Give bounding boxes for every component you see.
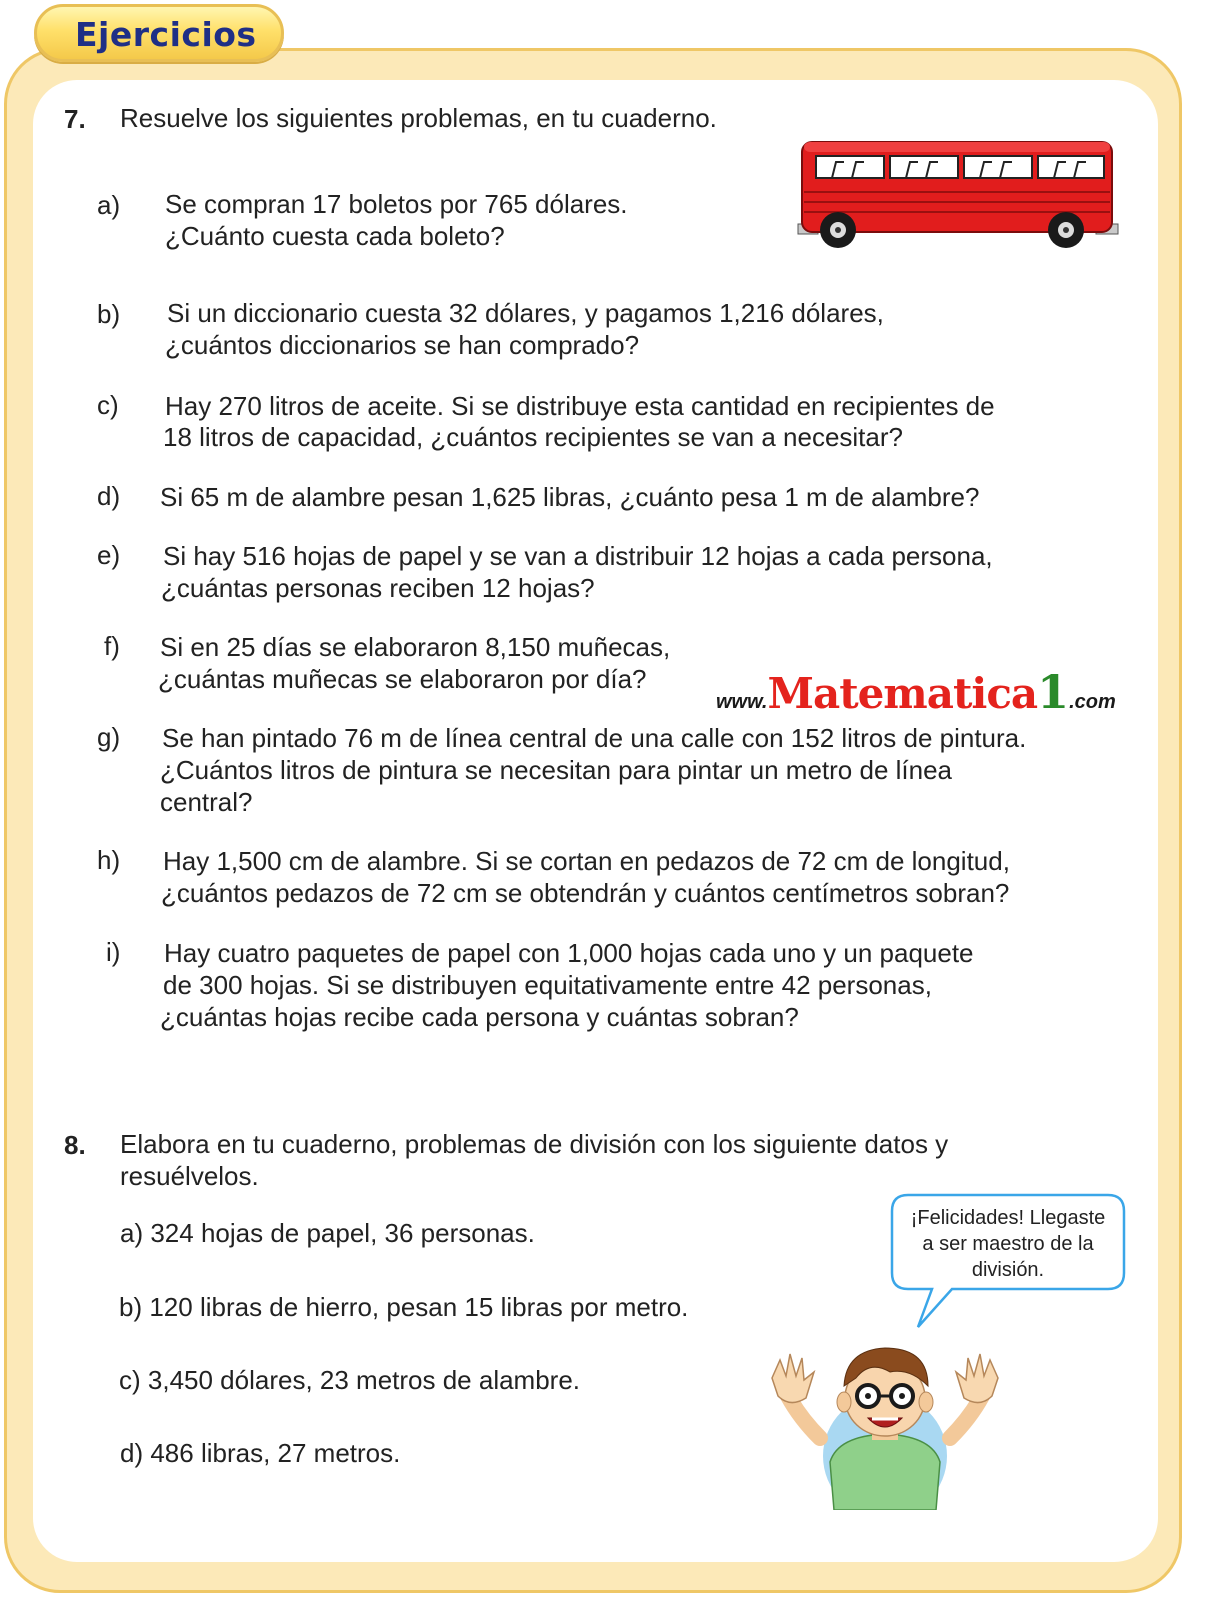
problem-c-line-2: 18 litros de capacidad, ¿cuántos recipientes se van a necesitar? bbox=[163, 422, 903, 452]
problem-e-line-1: Si hay 516 hojas de papel y se van a distribuir 12 hojas a cada persona, bbox=[163, 541, 993, 571]
item-label: h) bbox=[97, 845, 121, 875]
bus-illustration bbox=[796, 140, 1120, 252]
problem-i-line-3: ¿cuántas hojas recibe cada persona y cuántas sobran? bbox=[160, 1002, 799, 1032]
problem-a-line-1: Se compran 17 boletos por 765 dólares. bbox=[165, 189, 628, 219]
item-label: b) bbox=[97, 299, 121, 329]
item-label: g) bbox=[97, 722, 121, 752]
item-label: e) bbox=[97, 540, 121, 570]
exercise-7-number: 7. bbox=[64, 104, 86, 134]
problem-i-line-1: Hay cuatro paquetes de papel con 1,000 hojas cada uno y un paquete bbox=[164, 938, 974, 968]
watermark-name: Matematica bbox=[767, 669, 1038, 718]
data-item-c: c) 3,450 dólares, 23 metros de alambre. bbox=[119, 1365, 581, 1395]
data-item-b: b) 120 libras de hierro, pesan 15 libras por metro. bbox=[119, 1292, 689, 1322]
exercise-8-instruction-line-1: Elabora en tu cuaderno, problemas de división con los siguiente datos y bbox=[120, 1129, 949, 1159]
exercise-7-instruction: Resuelve los siguientes problemas, en tu cuaderno. bbox=[120, 103, 717, 133]
item-label: c) bbox=[97, 390, 119, 420]
exercise-8-number: 8. bbox=[64, 1130, 86, 1160]
watermark-prefix: www. bbox=[716, 691, 768, 713]
exercise-8-instruction-line-2: resuélvelos. bbox=[120, 1161, 259, 1191]
problem-a-line-2: ¿Cuánto cuesta cada boleto? bbox=[165, 221, 505, 251]
problem-h-line-2: ¿cuántos pedazos de 72 cm se obtendrán y cuántos centímetros sobran? bbox=[161, 878, 1010, 908]
item-label: d) bbox=[97, 481, 121, 511]
problem-i-line-2: de 300 hojas. Si se distribuyen equitativamente entre 42 personas, bbox=[163, 970, 932, 1000]
watermark-suffix: .com bbox=[1069, 691, 1116, 713]
problem-c-line-1: Hay 270 litros de aceite. Si se distribuye esta cantidad en recipientes de bbox=[165, 391, 995, 421]
item-label: a) bbox=[97, 190, 121, 220]
problem-g-line-3: central? bbox=[160, 787, 253, 817]
item-label: i) bbox=[106, 937, 121, 967]
problem-d-line-1: Si 65 m de alambre pesan 1,625 libras, ¿cuánto pesa 1 m de alambre? bbox=[160, 482, 980, 512]
data-item-a: a) 324 hojas de papel, 36 personas. bbox=[120, 1218, 535, 1248]
problem-g-line-2: ¿Cuántos litros de pintura se necesitan para pintar un metro de línea bbox=[160, 755, 953, 785]
section-title: Ejercicios bbox=[75, 15, 257, 54]
boy-character-illustration bbox=[760, 1338, 1010, 1510]
item-label: f) bbox=[104, 631, 120, 661]
problem-g-line-1: Se han pintado 76 m de línea central de una calle con 152 litros de pintura. bbox=[162, 723, 1027, 753]
watermark-digit: 1 bbox=[1037, 665, 1070, 719]
problem-b-line-2: ¿cuántos diccionarios se han comprado? bbox=[165, 330, 640, 360]
problem-b-line-1: Si un diccionario cuesta 32 dólares, y pagamos 1,216 dólares, bbox=[167, 298, 884, 328]
problem-e-line-2: ¿cuántas personas reciben 12 hojas? bbox=[161, 573, 595, 603]
speech-bubble-text: ¡Felicidades! Llegaste a ser maestro de la división. bbox=[910, 1207, 1106, 1281]
section-tab bbox=[34, 4, 284, 62]
watermark-logo bbox=[716, 665, 1116, 719]
data-item-d: d) 486 libras, 27 metros. bbox=[120, 1438, 401, 1468]
problem-f-line-2: ¿cuántas muñecas se elaboraron por día? bbox=[158, 664, 647, 694]
problem-h-line-1: Hay 1,500 cm de alambre. Si se cortan en pedazos de 72 cm de longitud, bbox=[163, 846, 1010, 876]
problem-f-line-1: Si en 25 días se elaboraron 8,150 muñecas, bbox=[160, 632, 671, 662]
